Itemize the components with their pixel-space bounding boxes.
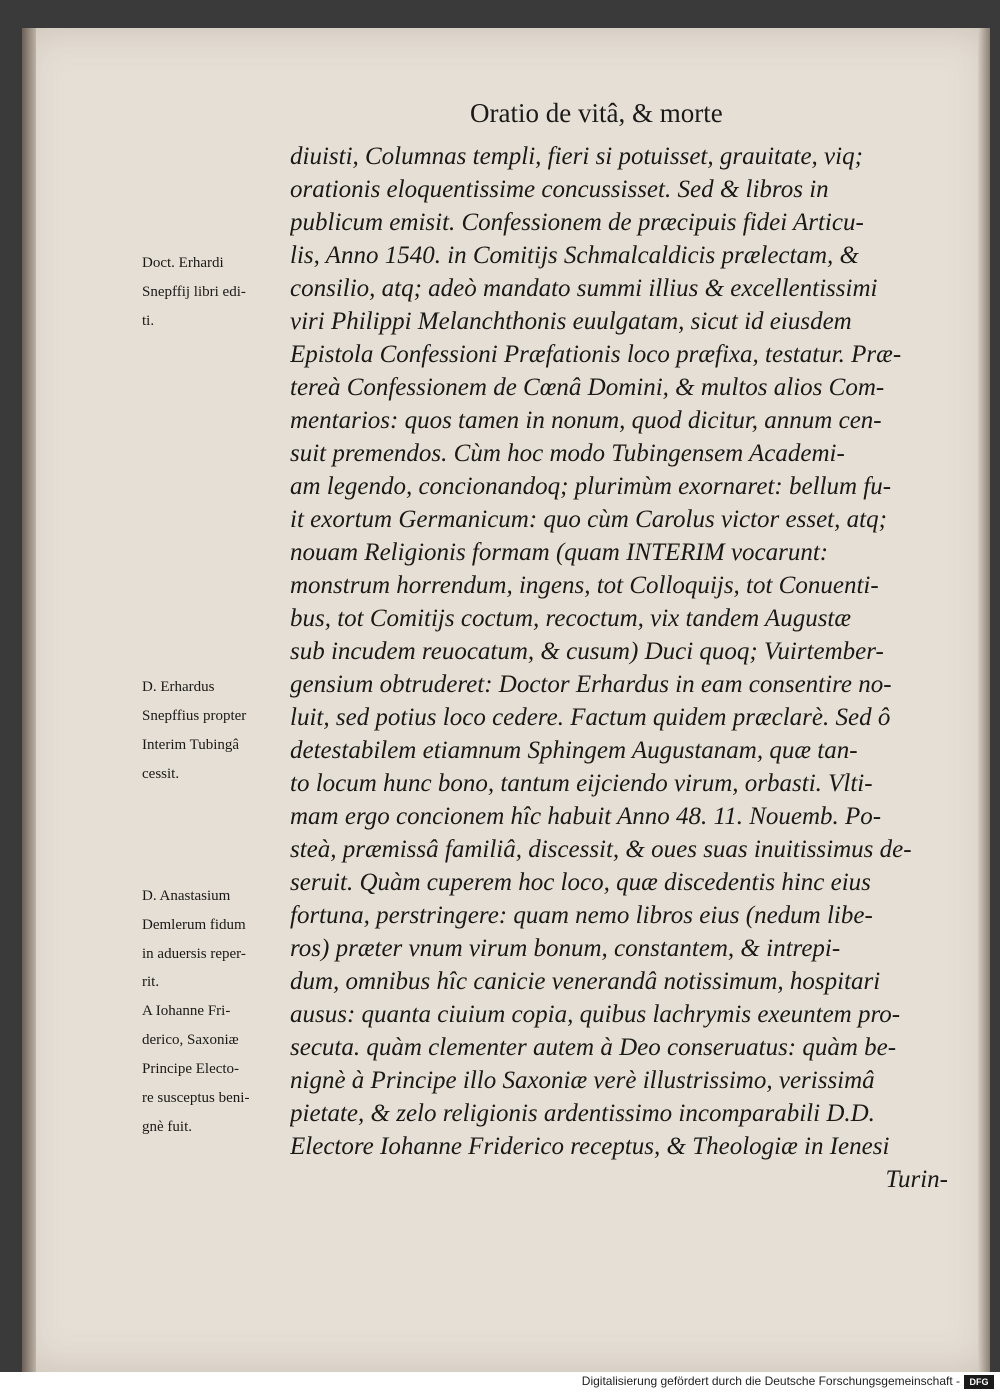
text-line: Electore Iohanne Friderico receptus, & Theologiæ in Ienesi xyxy=(290,1133,890,1160)
text-line: am legendo, concionandoq; plurimùm exornaret: bellum fu- xyxy=(290,473,892,500)
marginal-note-line: Snepffij libri edi- xyxy=(142,284,246,300)
text-line: mentarios: quos tamen in nonum, quod dicitur, annum cen- xyxy=(290,407,882,434)
dfg-logo: DFG xyxy=(964,1375,994,1389)
marginal-note-line: in aduersis reper- xyxy=(142,946,246,962)
text-line: viri Philippi Melanchthonis euulgatam, sicut id eiusdem xyxy=(290,308,852,335)
marginal-note-line: Snepffius propter xyxy=(142,708,247,724)
marginal-note xyxy=(142,882,307,969)
marginal-note-line: derico, Saxoniæ xyxy=(142,1032,239,1048)
text-line: it exortum Germanicum: quo cùm Carolus victor esset, atq; xyxy=(290,506,887,533)
text-line: fortuna, perstringere: quam nemo libros eius (nedum libe- xyxy=(290,902,873,929)
marginal-note-line: A Iohanne Fri- xyxy=(142,1003,231,1019)
text-line: mam ergo concionem hîc habuit Anno 48. 11. Nouemb. Po- xyxy=(290,803,882,830)
text-line: tereà Confessionem de Cœnâ Domini, & multos alios Com- xyxy=(290,374,885,401)
footer-bar xyxy=(0,1372,1000,1392)
marginal-note-line: D. Anastasium xyxy=(142,888,231,904)
marginal-note-line: D. Erhardus xyxy=(142,679,215,695)
marginal-note xyxy=(142,673,307,789)
text-line: dum, omnibus hîc canicie venerandâ notissimum, hospitari xyxy=(290,968,881,995)
text-line: suit premendos. Cùm hoc modo Tubingensem Academi- xyxy=(290,440,845,467)
running-head: Oratio de vitâ, & morte xyxy=(470,98,723,128)
text-line: ros) præter vnum virum bonum, constantem, & intrepi- xyxy=(290,935,841,962)
text-line: consilio, atq; adeò mandato summi illius & excellentissimi xyxy=(290,275,878,302)
text-line: publicum emisit. Confessionem de præcipuis fidei Articu- xyxy=(290,209,864,236)
marginal-note-line: rit. xyxy=(142,974,160,990)
page-gutter-shadow xyxy=(22,28,36,1372)
text-line: ausus: quanta ciuium copia, quibus lachrymis exeuntem pro- xyxy=(290,1001,901,1028)
text-line: nouam Religionis formam (quam INTERIM vocarunt: xyxy=(290,539,829,566)
text-line: monstrum horrendum, ingens, tot Colloquijs, tot Conuenti- xyxy=(290,572,879,599)
page-edge xyxy=(978,28,990,1372)
marginal-note-line: gnè fuit. xyxy=(142,1119,192,1135)
marginal-note xyxy=(142,968,307,1142)
text-line: bus, tot Comitijs coctum, recoctum, vix tandem Augustæ xyxy=(290,605,852,632)
text-line: sub incudem reuocatum, & cusum) Duci quoq; Vuirtember- xyxy=(290,638,884,665)
text-line: diuisti, Columnas templi, fieri si potuisset, grauitate, viq; xyxy=(290,143,863,170)
main-text-block xyxy=(290,140,962,1196)
text-line: luit, sed potius loco cedere. Factum quidem præclarè. Sed ô xyxy=(290,704,891,731)
marginal-note-line: Demlerum fidum xyxy=(142,917,246,933)
marginal-note-line: cessit. xyxy=(142,766,180,782)
text-line: orationis eloquentissime concussisset. Sed & libros in xyxy=(290,176,829,203)
marginal-note-line: re susceptus beni- xyxy=(142,1090,250,1106)
text-line: Epistola Confessioni Præfationis loco præfixa, testatur. Præ- xyxy=(290,341,902,368)
marginal-note-line: Doct. Erhardi xyxy=(142,255,224,271)
text-line: lis, Anno 1540. in Comitijs Schmalcaldicis prælectam, & xyxy=(290,242,859,269)
text-line: detestabilem etiamnum Sphingem Augustanam, quæ tan- xyxy=(290,737,858,764)
marginal-note-line: Principe Electo- xyxy=(142,1061,240,1077)
marginal-note-line: ti. xyxy=(142,313,155,329)
funding-notice: Digitalisierung gefördert durch die Deutsche Forschungsgemeinschaft - xyxy=(581,1374,960,1388)
catchword: Turin- xyxy=(885,1166,948,1193)
marginal-note xyxy=(142,249,307,336)
text-line: steà, præmissâ familiâ, discessit, & oues suas inuitissimus de- xyxy=(290,836,912,863)
text-line: nignè à Principe illo Saxoniæ verè illustrissimo, verissimâ xyxy=(290,1067,875,1094)
marginal-note-line: Interim Tubingâ xyxy=(142,737,240,753)
text-line: gensium obtruderet: Doctor Erhardus in eam consentire no- xyxy=(290,671,892,698)
text-line: pietate, & zelo religionis ardentissimo incomparabili D.D. xyxy=(290,1100,875,1127)
text-line: to locum hunc bono, tantum eijciendo virum, orbasti. Vlti- xyxy=(290,770,873,797)
text-line: secuta. quàm clementer autem à Deo conseruatus: quàm be- xyxy=(290,1034,897,1061)
text-line: seruit. Quàm cuperem hoc loco, quæ discedentis hinc eius xyxy=(290,869,871,896)
